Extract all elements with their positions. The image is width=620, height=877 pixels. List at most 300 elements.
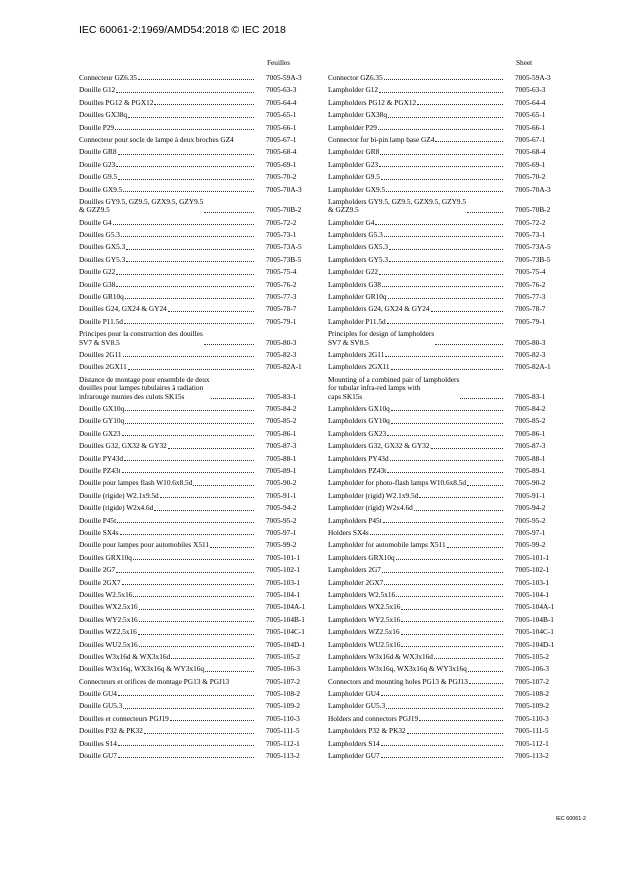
entry-title: Douilles et connecteurs PGJ19 (79, 713, 169, 723)
entry-sheet-number: 7005-82-3 (515, 350, 546, 359)
entry-title-cell (79, 318, 255, 326)
dot-leader (389, 261, 503, 262)
entry-title: Lampholders WX2.5x16 (328, 602, 401, 612)
entry-sheet-number: 7005-75-4 (515, 267, 546, 277)
dot-leader (115, 129, 254, 130)
entry-title: Douilles 2G11 (79, 350, 122, 359)
index-entry (328, 132, 591, 144)
entry-sheet-number: 7005-78-7 (515, 304, 546, 314)
entry-title-cell (328, 517, 504, 525)
entry-sheet-number: 7005-70B-2 (266, 205, 302, 215)
index-entry (328, 537, 591, 549)
entry-title-cell (328, 740, 504, 748)
entry-title: Douilles P32 & PK32 (79, 726, 143, 736)
entry-title: Lampholder for photo-flash lamps W10.6x8.5d (328, 478, 467, 488)
dot-leader (380, 154, 503, 155)
entry-title: Douilles WZ2.5x16 (79, 627, 137, 637)
entry-sheet-number: 7005-70A-3 (266, 184, 302, 194)
entry-title-cell (328, 376, 504, 401)
dot-leader (379, 166, 503, 167)
dot-leader (384, 236, 503, 237)
dot-leader (124, 323, 254, 324)
entry-title-cell (328, 136, 504, 144)
entry-title-cell (79, 628, 255, 636)
entry-title-cell (79, 161, 255, 169)
entry-sheet-number: 7005-73B-5 (515, 254, 551, 264)
dot-leader (118, 757, 254, 758)
entry-title-cell (79, 256, 255, 264)
index-entry (79, 711, 337, 723)
entry-sheet-number: 7005-70-2 (266, 172, 297, 182)
entry-title-cell (328, 641, 504, 649)
entry-sheet-number: 7005-109-2 (515, 701, 550, 711)
entry-title-cell (79, 99, 255, 107)
entry-title-cell (79, 268, 255, 276)
entry-title: Lampholders GY5.3 (328, 254, 388, 264)
entry-sheet-number: 7005-63-3 (515, 85, 546, 95)
index-entry (79, 637, 337, 649)
dot-leader (467, 212, 503, 213)
entry-title: Douille pour lampes pour automobiles X511 (79, 540, 210, 550)
entry-title-cell (79, 293, 255, 301)
dot-leader (204, 344, 254, 345)
entry-title-cell (328, 281, 504, 289)
index-entry (79, 95, 337, 107)
entry-title: Douilles WX2.5x16 (79, 602, 138, 612)
entry-title: Lampholder P29 (328, 122, 377, 132)
entry-title: Douille P11.5d (79, 316, 123, 326)
entry-title-cell (328, 579, 504, 587)
dot-leader (121, 236, 254, 237)
dot-leader (401, 646, 503, 647)
index-entry (79, 599, 337, 611)
entry-title-cell (328, 148, 504, 156)
index-entry (79, 575, 337, 587)
index-entry (328, 475, 591, 487)
entry-title: Lampholders P45t (328, 515, 382, 525)
index-entry (79, 451, 337, 463)
index-entry (328, 326, 591, 347)
index-entry (79, 612, 337, 624)
dot-leader (168, 448, 254, 449)
entry-title-cell (79, 492, 255, 500)
entry-title-cell (79, 430, 255, 438)
entry-sheet-number: 7005-73B-5 (266, 254, 302, 264)
entry-title-cell (79, 74, 255, 82)
index-entry (328, 239, 591, 251)
entry-sheet-number: 7005-70-2 (515, 172, 546, 182)
dot-leader (387, 435, 503, 436)
entry-title: Douille GU5.3 (79, 701, 123, 711)
index-entry (79, 120, 337, 132)
french-sheet-heading: Feuilles (267, 58, 291, 67)
dot-leader (123, 356, 255, 357)
entry-title-cell (328, 405, 504, 413)
dot-leader (171, 658, 254, 659)
index-entry (328, 215, 591, 227)
entry-sheet-number: 7005-69-1 (515, 159, 546, 169)
entry-sheet-number: 7005-104C-1 (515, 627, 554, 637)
index-entry (328, 525, 591, 537)
entry-title-cell (328, 351, 504, 359)
index-entry (79, 748, 337, 760)
entry-title: Mounting of a combined pair of lampholders for tubular infra-red lamps with caps SK15s (328, 374, 460, 401)
dot-leader (388, 117, 503, 118)
entry-sheet-number: 7005-66-1 (266, 122, 297, 132)
dot-leader (396, 596, 503, 597)
entry-title: Lampholder (rigid) W2x4.6d (328, 503, 413, 513)
entry-title: Lampholder GU5.3 (328, 701, 386, 711)
entry-title-cell (328, 124, 504, 132)
entry-title: Lampholder G22 (328, 267, 379, 277)
index-entry (328, 157, 591, 169)
dot-leader (435, 344, 503, 345)
entry-sheet-number: 7005-83-1 (515, 391, 546, 401)
index-entry (328, 736, 591, 748)
entry-title-cell (79, 579, 255, 587)
index-entry (79, 157, 337, 169)
entry-sheet-number: 7005-104D-1 (515, 639, 555, 649)
entry-title: Lampholders W2.5x16 (328, 589, 396, 599)
entry-sheet-number: 7005-68-4 (266, 147, 297, 157)
dot-leader (384, 79, 503, 80)
dot-leader (160, 497, 254, 498)
entry-title-cell (328, 86, 504, 94)
entry-title: Lampholder GR10q (328, 292, 387, 302)
dot-leader (382, 572, 503, 573)
dot-leader (460, 398, 503, 399)
entry-title-cell (79, 603, 255, 611)
entry-sheet-number: 7005-104B-1 (266, 614, 305, 624)
dot-leader (116, 92, 254, 93)
entry-sheet-number: 7005-79-1 (515, 316, 546, 326)
entry-title: Douille 2GX7 (79, 577, 121, 587)
dot-leader (414, 510, 503, 511)
index-entry (328, 301, 591, 313)
index-entry (328, 711, 591, 723)
entry-sheet-number: 7005-86-1 (515, 428, 546, 438)
entry-title-cell (79, 186, 255, 194)
entry-title: Connector GZ6.35 (328, 72, 383, 82)
index-entry (328, 169, 591, 181)
index-entry (79, 550, 337, 562)
entry-title-cell (328, 243, 504, 251)
entry-title: Douille P29 (79, 122, 115, 132)
entry-title: Douilles WU2.5x16 (79, 639, 138, 649)
entry-title-cell (79, 529, 255, 537)
entry-sheet-number: 7005-108-2 (266, 689, 301, 699)
dot-leader (381, 695, 503, 696)
english-index-list (328, 70, 591, 760)
dot-leader (417, 104, 503, 105)
index-entry (328, 463, 591, 475)
entry-title-cell (328, 566, 504, 574)
entry-title: Douille PZ43t (79, 466, 121, 476)
entry-sheet-number: 7005-107-2 (515, 676, 550, 686)
index-entry (79, 82, 337, 94)
dot-leader (419, 720, 503, 721)
dot-leader (113, 224, 254, 225)
index-entry (328, 227, 591, 239)
index-entry (328, 513, 591, 525)
dot-leader (419, 497, 503, 498)
entry-title-cell (79, 455, 255, 463)
dot-leader (122, 584, 254, 585)
index-entry (79, 686, 337, 698)
entry-title: Lampholders W3x16d & WX3x16d (328, 651, 433, 661)
entry-sheet-number: 7005-112-1 (266, 738, 300, 748)
dot-leader (154, 104, 254, 105)
entry-title: Lampholders WY2.5x16 (328, 614, 401, 624)
entry-sheet-number: 7005-104A-1 (515, 602, 555, 612)
index-entry (328, 748, 591, 760)
dot-leader (381, 179, 503, 180)
entry-sheet-number: 7005-85-2 (266, 416, 297, 426)
entry-title-cell (79, 554, 255, 562)
index-entry (79, 723, 337, 735)
index-entry (328, 95, 591, 107)
entry-title-cell (328, 318, 504, 326)
index-entry (79, 624, 337, 636)
entry-title: Lampholders GY10q (328, 416, 390, 426)
entry-sheet-number: 7005-105-2 (515, 651, 550, 661)
index-entry (79, 674, 337, 686)
entry-sheet-number: 7005-72-2 (515, 217, 546, 227)
entry-title: Connectors and mounting holes PG13 & PGJ13 (328, 676, 468, 686)
index-entry (79, 215, 337, 227)
dot-leader (431, 448, 503, 449)
entry-sheet-number: 7005-80-3 (515, 337, 546, 347)
entry-sheet-number: 7005-110-3 (515, 713, 549, 723)
index-entry (328, 698, 591, 710)
entry-title-cell (79, 219, 255, 227)
entry-title: Lampholder G23 (328, 159, 379, 169)
entry-sheet-number: 7005-112-1 (515, 738, 549, 748)
entry-title-cell (79, 504, 255, 512)
index-entry (328, 599, 591, 611)
entry-title: Lampholders GRX10q (328, 552, 395, 562)
entry-title-cell (79, 305, 255, 313)
entry-sheet-number: 7005-97-1 (515, 527, 546, 537)
entry-title: Lampholders W3x16q, WX3x16q & WY3x16q (328, 664, 467, 674)
index-entry (328, 70, 591, 82)
entry-title: Douille 2G7 (79, 565, 116, 575)
dot-leader (144, 733, 254, 734)
entry-title: Douille GR10q (79, 292, 124, 302)
entry-title-cell (79, 111, 255, 119)
dot-leader (435, 141, 503, 142)
entry-sheet-number: 7005-80-3 (266, 337, 297, 347)
entry-sheet-number: 7005-94-2 (515, 503, 546, 513)
dot-leader (170, 720, 254, 721)
entry-sheet-number: 7005-106-3 (515, 664, 550, 674)
entry-title: Lampholders 2GX11 (328, 362, 390, 372)
entry-sheet-number: 7005-111-5 (515, 726, 549, 736)
entry-title: Douilles PG12 & PGX12 (79, 97, 154, 107)
dot-leader (389, 249, 503, 250)
entry-title-cell (79, 417, 255, 425)
entry-title-cell (79, 591, 255, 599)
index-entry (328, 451, 591, 463)
index-entry (79, 301, 337, 313)
entry-title-cell (79, 653, 255, 661)
entry-title: Lampholder G12 (328, 85, 379, 95)
entry-title: Douilles W3x16d & WX3x16d (79, 651, 171, 661)
index-entry (328, 314, 591, 326)
entry-sheet-number: 7005-73A-5 (266, 242, 302, 252)
index-entry (79, 736, 337, 748)
entry-sheet-number: 7005-65-1 (515, 110, 546, 120)
entry-sheet-number: 7005-73-1 (266, 230, 297, 240)
index-entry (328, 649, 591, 661)
entry-sheet-number: 7005-64-4 (515, 97, 546, 107)
entry-title: Lampholders PZ43t (328, 466, 387, 476)
entry-title-cell (79, 678, 255, 686)
entry-title: Douilles WY2.5x16 (79, 614, 138, 624)
entry-title: Holders and connectors PGJ19 (328, 713, 419, 723)
entry-title: Douille GX9.5 (79, 184, 123, 194)
dot-leader (139, 609, 254, 610)
entry-title: Principes pour la construction des douilles SV7 & SV8.5 (79, 329, 203, 347)
entry-title-cell (328, 111, 504, 119)
entry-sheet-number: 7005-76-2 (266, 279, 297, 289)
entry-sheet-number: 7005-105-2 (266, 651, 301, 661)
entry-title: Douille G9.5 (79, 172, 118, 182)
dot-leader (375, 224, 503, 225)
index-entry (79, 513, 337, 525)
entry-sheet-number: 7005-85-2 (515, 416, 546, 426)
entry-title-cell (328, 541, 504, 549)
entry-title-cell (328, 591, 504, 599)
entry-title-cell (328, 455, 504, 463)
entry-title-cell (79, 351, 255, 359)
dot-leader (386, 191, 503, 192)
index-entry (328, 575, 591, 587)
dot-leader (120, 534, 254, 535)
entry-title: Lampholders 2G7 (328, 565, 381, 575)
index-entry (79, 698, 337, 710)
dot-leader (126, 261, 254, 262)
entry-title-cell (79, 124, 255, 132)
dot-leader (118, 154, 255, 155)
index-entry (328, 674, 591, 686)
entry-sheet-number: 7005-87-3 (515, 441, 546, 451)
entry-title-cell (79, 243, 255, 251)
entry-title-cell (328, 363, 504, 371)
entry-title-cell (79, 148, 255, 156)
entry-sheet-number: 7005-82A-1 (515, 362, 551, 372)
index-entry (79, 475, 337, 487)
entry-title-cell (328, 161, 504, 169)
dot-leader (468, 671, 503, 672)
entry-title-cell (328, 198, 504, 215)
dot-leader (388, 298, 503, 299)
index-entry (79, 107, 337, 119)
entry-title: Lampholders G24, GX24 & GY24 (328, 304, 430, 314)
dot-leader (204, 212, 254, 213)
entry-sheet-number: 7005-64-4 (266, 97, 297, 107)
entry-title: Douille GX10q (79, 404, 125, 414)
dot-leader (401, 621, 503, 622)
index-entry (79, 649, 337, 661)
index-entry (79, 252, 337, 264)
index-entry (79, 401, 337, 413)
entry-title-cell (79, 86, 255, 94)
entry-sheet-number: 7005-86-1 (266, 428, 297, 438)
entry-title: Connecteurs et orifices de montage PG13 & PGJ13 (79, 676, 230, 686)
entry-sheet-number: 7005-77-3 (515, 292, 546, 302)
entry-sheet-number: 7005-94-2 (266, 503, 297, 513)
index-entry (328, 413, 591, 425)
entry-title-cell (79, 231, 255, 239)
dot-leader (123, 708, 254, 709)
entry-sheet-number: 7005-104C-1 (266, 627, 305, 637)
entry-title-cell (79, 702, 255, 710)
entry-title: Douilles G24, GX24 & GY24 (79, 304, 167, 314)
entry-title: Douille G38 (79, 279, 116, 289)
dot-leader (168, 311, 254, 312)
index-entry (79, 500, 337, 512)
entry-title-cell (328, 678, 504, 686)
dot-leader (123, 191, 254, 192)
entry-sheet-number: 7005-104B-1 (515, 614, 554, 624)
dot-leader (125, 298, 254, 299)
entry-title-cell (79, 281, 255, 289)
entry-sheet-number: 7005-102-1 (266, 565, 301, 575)
dot-leader (116, 286, 254, 287)
dot-leader (118, 695, 254, 696)
dot-leader (391, 369, 503, 370)
index-entry (328, 359, 591, 371)
index-entry (79, 289, 337, 301)
entry-sheet-number: 7005-95-2 (515, 515, 546, 525)
entry-title-cell (79, 541, 255, 549)
entry-sheet-number: 7005-107-2 (266, 676, 301, 686)
index-entry (79, 413, 337, 425)
entry-title-cell (328, 690, 504, 698)
entry-title: Douilles S14 (79, 738, 117, 748)
entry-title-cell (328, 74, 504, 82)
english-column-heading-row (328, 58, 591, 70)
index-entry (79, 562, 337, 574)
entry-sheet-number: 7005-111-5 (266, 726, 300, 736)
entry-title: Douille G22 (79, 267, 116, 277)
entry-title: Douille SX4s (79, 527, 119, 537)
english-index-column (328, 58, 591, 760)
index-entry (328, 144, 591, 156)
entry-title: Lampholder GR8 (328, 147, 380, 157)
index-entry (79, 463, 337, 475)
entry-title: Douille PY43d (79, 453, 123, 463)
entry-title-cell (328, 293, 504, 301)
dot-leader (391, 410, 503, 411)
dot-leader (387, 323, 503, 324)
entry-title: Douilles G32, GX32 & GY32 (79, 441, 167, 451)
entry-title-cell (328, 715, 504, 723)
entry-title-cell (328, 330, 504, 347)
entry-sheet-number: 7005-91-1 (266, 490, 297, 500)
index-entry (328, 289, 591, 301)
entry-sheet-number: 7005-103-1 (515, 577, 550, 587)
index-entry (328, 612, 591, 624)
dot-leader (138, 634, 254, 635)
entry-title-cell (328, 231, 504, 239)
dot-leader (434, 658, 503, 659)
entry-sheet-number: 7005-106-3 (266, 664, 301, 674)
entry-sheet-number: 7005-76-2 (515, 279, 546, 289)
entry-title-cell (328, 268, 504, 276)
entry-title: Lampholders S14 (328, 738, 380, 748)
